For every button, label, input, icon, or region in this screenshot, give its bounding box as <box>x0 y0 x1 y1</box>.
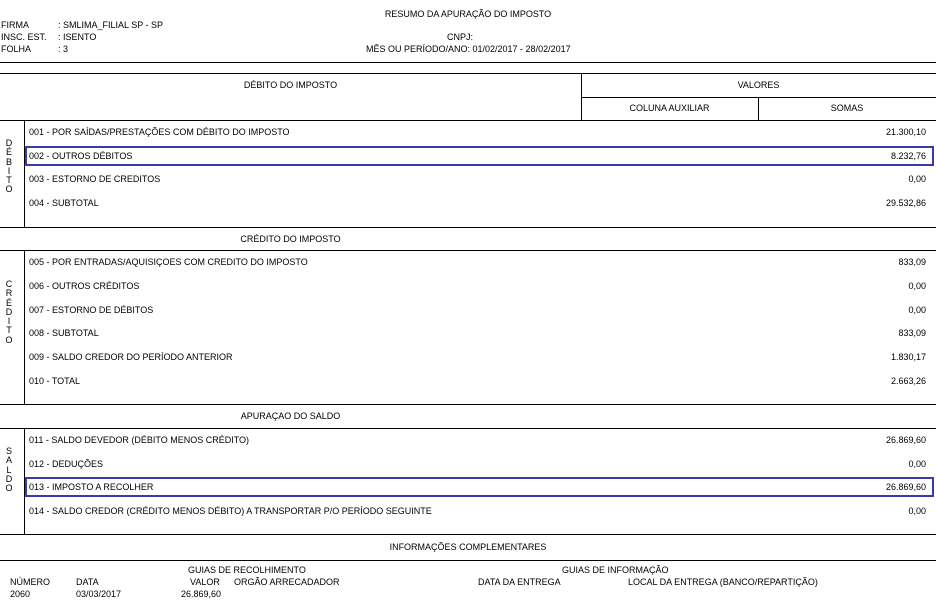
coluna-auxiliar-title: COLUNA AUXILIAR <box>629 103 710 113</box>
debito-side-label: D É B I T O <box>5 138 13 195</box>
row-008-value: 833,09 <box>898 328 926 338</box>
valores-title: VALORES <box>737 80 780 90</box>
debito-title: DÉBITO DO IMPOSTO <box>243 80 338 90</box>
row-007-value: 0,00 <box>908 305 926 315</box>
row-014-value: 0,00 <box>908 506 926 516</box>
credito-title: CRÉDITO DO IMPOSTO <box>240 234 341 244</box>
row-010-label: 010 - TOTAL <box>29 376 81 386</box>
highlight-outros-debitos <box>25 146 934 166</box>
row-004-label: 004 - SUBTOTAL <box>29 198 99 208</box>
rule-debito-bottom <box>0 227 936 228</box>
saldo-side-label: S A L D O <box>5 446 13 494</box>
folha-value: : 3 <box>58 44 69 54</box>
row-011-label: 011 - SALDO DEVEDOR (DÉBITO MENOS CRÉDITO) <box>29 435 250 445</box>
row-013-value: 26.869,60 <box>885 482 926 492</box>
firma-value: : SMLIMA_FILIAL SP - SP <box>58 20 164 30</box>
rule-header-bottom <box>0 120 936 121</box>
row-001-value: 21.300,10 <box>885 127 926 137</box>
rule-credito-header-bottom <box>0 250 936 251</box>
row-013-label: 013 - IMPOSTO A RECOLHER <box>29 482 154 492</box>
row-014-label: 014 - SALDO CREDOR (CRÉDITO MENOS DÉBITO) A TRANSPORTAR P/O PERÍODO SEGUINTE <box>29 506 432 516</box>
insc-est-value: : ISENTO <box>58 32 97 42</box>
row-001-label: 001 - POR SAÍDAS/PRESTAÇÕES COM DÉBITO DO IMPOSTO <box>29 127 290 137</box>
row-006-value: 0,00 <box>908 281 926 291</box>
row-003-label: 003 - ESTORNO DE CREDITOS <box>29 174 161 184</box>
rule-saldo-header-bottom <box>0 428 936 429</box>
rule-footer-header-bottom <box>0 560 936 561</box>
guias-informacao-title: GUIAS DE INFORMAÇÃO <box>562 565 669 575</box>
row-002-label: 002 - OUTROS DÉBITOS <box>29 151 133 161</box>
row-005-value: 833,09 <box>898 257 926 267</box>
row-009-label: 009 - SALDO CREDOR DO PERÍODO ANTERIOR <box>29 352 233 362</box>
row-010-value: 2.663,26 <box>890 376 926 386</box>
guia-valor: 26.869,60 <box>180 589 221 599</box>
saldo-title: APURAÇAO DO SALDO <box>240 411 341 421</box>
report-title: RESUMO DA APURAÇÃO DO IMPOSTO <box>384 9 552 19</box>
folha-label: FOLHA <box>1 44 32 54</box>
rule-saldo-bottom <box>0 534 936 535</box>
col-data-entrega-header: DATA DA ENTREGA <box>478 577 561 587</box>
guia-data: 03/03/2017 <box>76 589 122 599</box>
col-orgao-header: ORGÃO ARRECADADOR <box>234 577 340 587</box>
row-009-value: 1.830,17 <box>890 352 926 362</box>
periodo-label: MÊS OU PERÍODO/ANO: 01/02/2017 - 28/02/2017 <box>366 44 571 54</box>
row-011-value: 26.869,60 <box>885 435 926 445</box>
rule-top-1 <box>0 62 936 63</box>
credito-side-label: C R É D I T O <box>5 279 13 345</box>
informacoes-complementares-title: INFORMAÇÕES COMPLEMENTARES <box>389 542 547 552</box>
guia-numero: 2060 <box>10 589 31 599</box>
firma-label: FIRMA <box>1 20 29 30</box>
row-006-label: 006 - OUTROS CRÉDITOS <box>29 281 140 291</box>
cnpj-label: CNPJ: <box>447 32 474 42</box>
row-003-value: 0,00 <box>908 174 926 184</box>
row-004-value: 29.532,86 <box>885 198 926 208</box>
row-008-label: 008 - SUBTOTAL <box>29 328 99 338</box>
col-local-entrega-header: LOCAL DA ENTREGA (BANCO/REPARTIÇÃO) <box>628 577 818 587</box>
row-007-label: 007 - ESTORNO DE DÉBITOS <box>29 305 154 315</box>
row-002-value: 8.232,76 <box>890 151 926 161</box>
row-012-label: 012 - DEDUÇÕES <box>29 459 104 469</box>
divider-debito-side <box>24 120 25 227</box>
col-data-header: DATA <box>76 577 99 587</box>
col-numero-header: NÚMERO <box>10 577 50 587</box>
guias-recolhimento-title: GUIAS DE RECOLHIMENTO <box>188 565 306 575</box>
highlight-imposto-recolher <box>25 477 934 497</box>
rule-credito-bottom <box>0 404 936 405</box>
somas-title: SOMAS <box>830 103 864 113</box>
divider-credito-side <box>24 250 25 404</box>
row-012-value: 0,00 <box>908 459 926 469</box>
row-005-label: 005 - POR ENTRADAS/AQUISIÇOES COM CREDITO DO IMPOSTO <box>29 257 308 267</box>
insc-est-label: INSC. EST. <box>1 32 47 42</box>
rule-top-2 <box>0 73 936 74</box>
col-valor-header: VALOR <box>190 577 220 587</box>
